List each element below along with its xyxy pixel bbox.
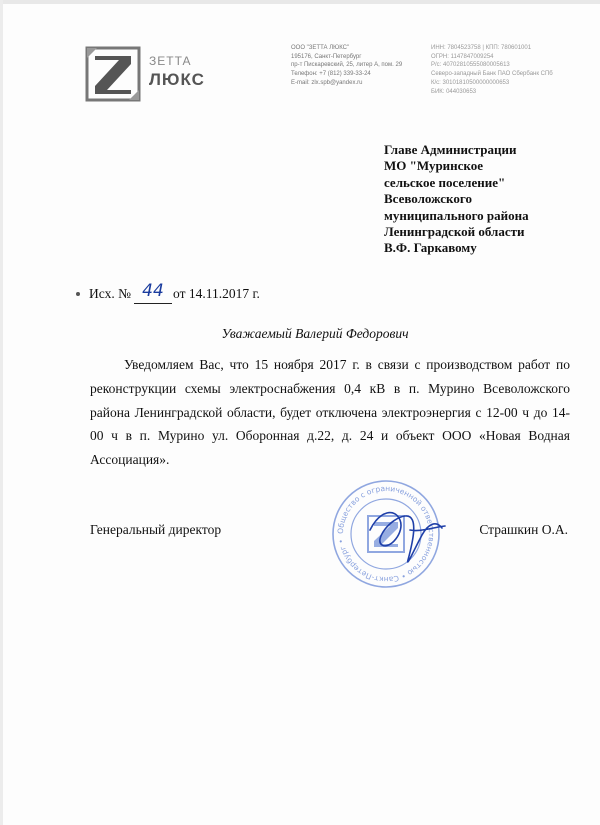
signatory-name: Страшкин О.А. [479, 522, 568, 537]
greeting: Уважаемый Валерий Федорович [221, 326, 409, 341]
company-line: E-mail: zlx.spb@yandex.ru [291, 79, 363, 86]
addressee-block [384, 142, 529, 257]
bank-line: ОГРН: 1147847009254 [431, 53, 494, 60]
scan-edge-top [0, 0, 600, 4]
addressee-line: Главе Администрации [384, 142, 517, 157]
company-line: пр-т Пискаревский, 25, литер А, пом. 29 [291, 62, 403, 69]
bank-line: Северо-западный Банк ПАО Сбербанк СПб [431, 71, 553, 78]
bank-line: ИНН: 7804523758 | КПП: 780601001 [431, 45, 532, 51]
company-details [291, 44, 402, 88]
body-paragraph: Уведомляем Вас, что 15 ноября 2017 г. в связи с производством работ по реконструкции схемы электроснабжения 0,4 кВ в п. Мурино Всеволожского района Ленинградской области, будет отключена электроэнергия с 12-00 ч до 14-00 ч в п. Мурино ул. Оборонная д.22, д. 24 и объект ООО «Новая Водная Ассоциация». [90, 357, 570, 468]
addressee-line: МО "Муринское [384, 158, 484, 174]
scan-edge-left [0, 0, 3, 825]
company-line: ООО "ЗЕТТА ЛЮКС" [291, 45, 350, 51]
company-logo-icon [85, 46, 141, 102]
logo-wordmark-bottom: ЛЮКС [149, 70, 205, 89]
logo-wordmark-top: ЗЕТТА [149, 54, 192, 68]
bank-line: Р/с: 40702810555080005613 [431, 62, 510, 69]
addressee-line: Всеволожского [384, 191, 472, 207]
addressee-line: сельское поселение" [384, 174, 506, 190]
reference-date: от 14.11.2017 г. [173, 286, 260, 301]
stamp-ring-text: Общество с ограниченной ответственностью • Санкт-Петербург • [335, 483, 437, 585]
reference-prefix: Исх. № [89, 286, 131, 301]
company-line: 195176, Санкт-Петербург [291, 53, 362, 60]
handwritten-signature [350, 490, 450, 575]
signatory-title: Генеральный директор [90, 522, 222, 537]
letter-body [90, 353, 570, 472]
company-line: Телефон: +7 (812) 339-33-24 [291, 71, 371, 78]
bank-line: К/с: 30101810500000000653 [431, 79, 510, 86]
addressee-line: В.Ф. Гаркавому [384, 240, 477, 256]
bank-line: БИК: 044030653 [431, 88, 477, 95]
reference-number-handwritten: 44 [134, 281, 172, 304]
bank-details [431, 44, 553, 96]
letterhead [85, 40, 565, 110]
bullet-mark [76, 292, 80, 296]
addressee-line: Ленинградской области [384, 224, 525, 240]
addressee-line: муниципального района [384, 207, 529, 223]
